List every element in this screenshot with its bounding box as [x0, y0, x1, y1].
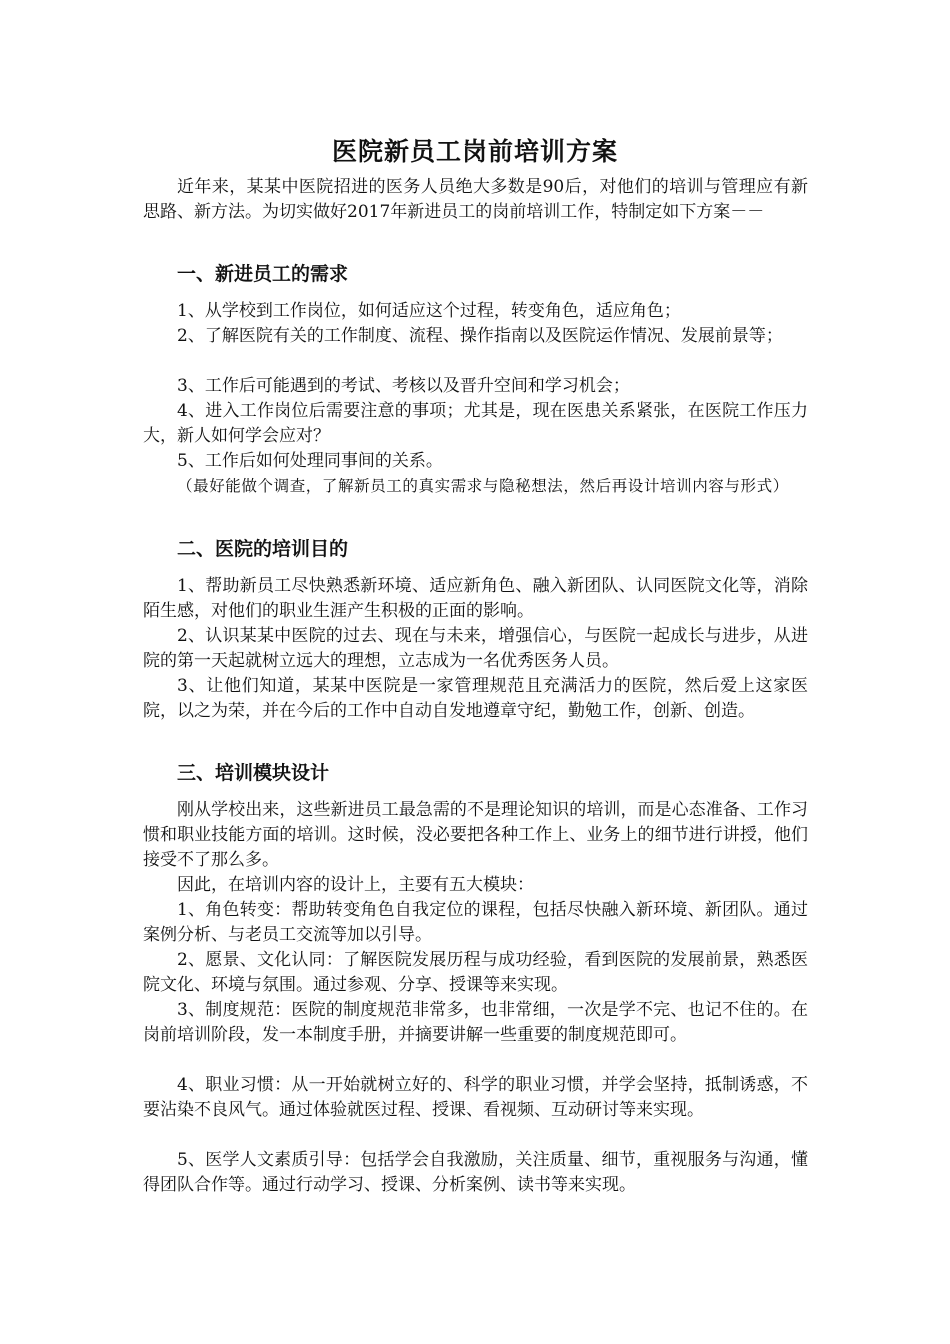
section-heading-needs: 一、新进员工的需求: [177, 263, 349, 285]
modules-paragraph-2: 因此，在培训内容的设计上，主要有五大模块：: [177, 875, 534, 895]
module-item-2: 2、愿景、文化认同：了解医院发展历程与成功经验，看到医院的发展前景，熟悉医院文化、环境与氛围。通过参观、分享、授课等来实现。: [143, 950, 808, 995]
needs-item-3: 3、工作后可能遇到的考试、考核以及晋升空间和学习机会；: [177, 376, 630, 396]
needs-item-1: 1、从学校到工作岗位，如何适应这个过程，转变角色，适应角色；: [177, 301, 681, 321]
goals-item-1: 1、帮助新员工尽快熟悉新环境、适应新角色、融入新团队、认同医院文化等，消除陌生感，对他们的职业生涯产生积极的正面的影响。: [143, 576, 808, 621]
section-heading-modules: 三、培训模块设计: [177, 762, 330, 784]
needs-item-4: 4、进入工作岗位后需要注意的事项；尤其是，现在医患关系紧张，在医院工作压力大，新人如何学会应对？: [143, 401, 808, 446]
needs-item-2: 2、了解医院有关的工作制度、流程、操作指南以及医院运作情况、发展前景等；: [177, 326, 783, 346]
needs-item-5: 5、工作后如何处理同事间的关系。: [177, 451, 443, 471]
module-item-3: 3、制度规范：医院的制度规范非常多，也非常细，一次是学不完、也记不住的。在岗前培训阶段，发一本制度手册，并摘要讲解一些重要的制度规范即可。: [143, 1000, 808, 1045]
document-title: 医院新员工岗前培训方案: [331, 137, 618, 166]
section-heading-goals: 二、医院的培训目的: [177, 538, 349, 560]
modules-paragraph-1: 刚从学校出来，这些新进员工最急需的不是理论知识的培训，而是心态准备、工作习惯和职业技能方面的培训。这时候，没必要把各种工作上、业务上的细节进行讲授，他们接受不了那么多。: [143, 800, 808, 870]
goals-item-2: 2、认识某某中医院的过去、现在与未来，增强信心，与医院一起成长与进步，从进院的第一天起就树立远大的理想，立志成为一名优秀医务人员。: [143, 626, 808, 671]
needs-note: （最好能做个调查，了解新员工的真实需求与隐秘想法，然后再设计培训内容与形式）: [177, 477, 789, 495]
module-item-1: 1、角色转变：帮助转变角色自我定位的课程，包括尽快融入新环境、新团队。通过案例分析、与老员工交流等加以引导。: [143, 900, 808, 945]
intro-paragraph: 近年来，某某中医院招进的医务人员绝大多数是90后，对他们的培训与管理应有新思路、新方法。为切实做好2017年新进员工的岗前培训工作，特制定如下方案－－: [143, 177, 808, 222]
goals-item-3: 3、让他们知道，某某中医院是一家管理规范且充满活力的医院，然后爱上这家医院，以之为荣，并在今后的工作中自动自发地遵章守纪，勤勉工作，创新、创造。: [143, 676, 808, 721]
module-item-5: 5、医学人文素质引导：包括学会自我激励，关注质量、细节，重视服务与沟通，懂得团队合作等。通过行动学习、授课、分析案例、读书等来实现。: [143, 1150, 808, 1195]
module-item-4: 4、职业习惯：从一开始就树立好的、科学的职业习惯，并学会坚持，抵制诱惑，不要沾染不良风气。通过体验就医过程、授课、看视频、互动研讨等来实现。: [143, 1075, 808, 1120]
